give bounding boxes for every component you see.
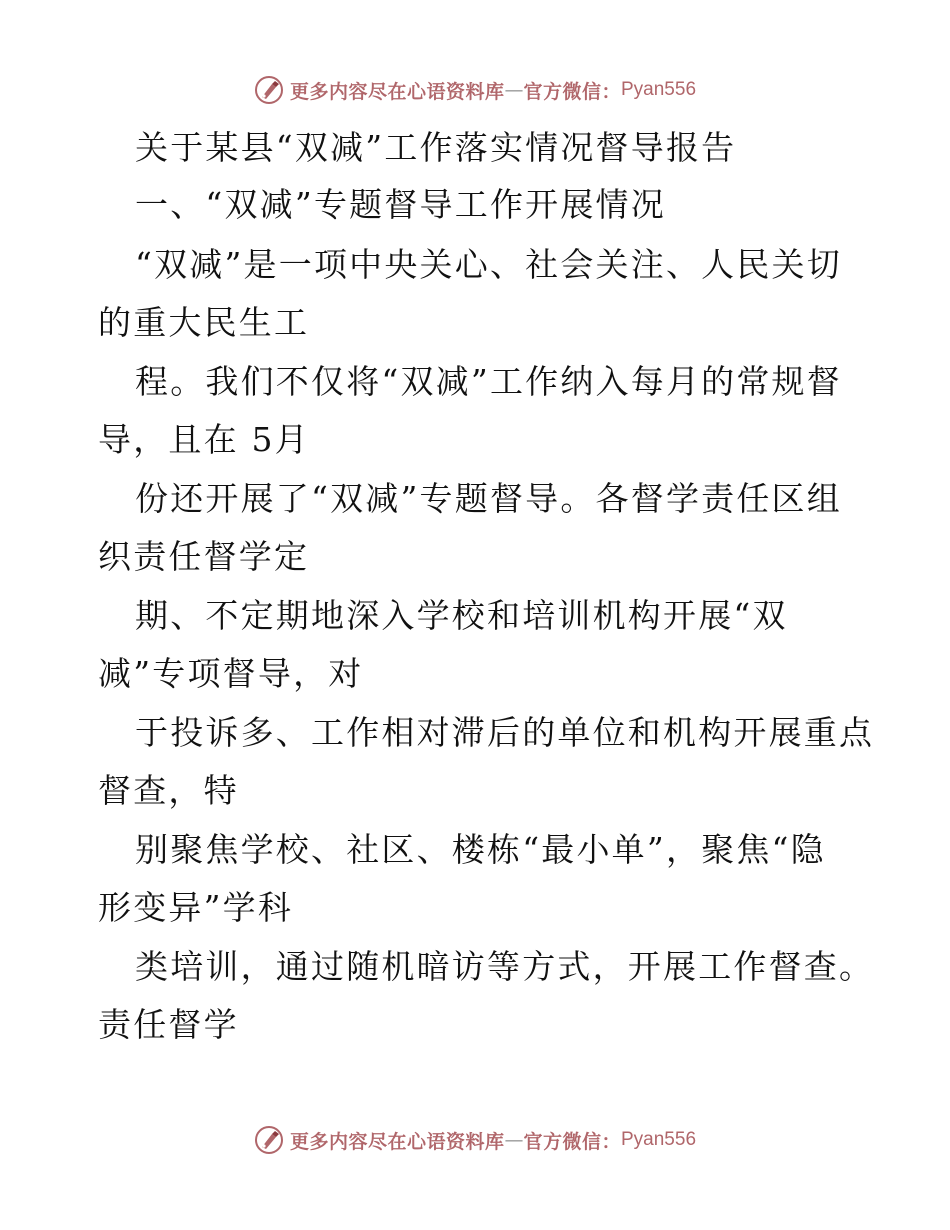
body-line: 的重大民生工 bbox=[98, 303, 310, 342]
watermark-dash: — bbox=[504, 1129, 524, 1151]
watermark-wechat-label: 官方微信： bbox=[523, 80, 621, 103]
body-line: 类培训，通过随机暗访等方式，开展工作督查。 bbox=[135, 947, 875, 986]
body-line: 期、不定期地深入学校和培训机构开展“双 bbox=[135, 596, 788, 635]
body-line: 督查，特 bbox=[98, 771, 239, 810]
footer-watermark bbox=[0, 1122, 950, 1158]
body-line: 织责任督学定 bbox=[98, 537, 310, 576]
body-line: 形变异”学科 bbox=[98, 888, 294, 927]
body-line: 于投诉多、工作相对滞后的单位和机构开展重点 bbox=[135, 713, 875, 752]
pen-nib-logo-icon bbox=[254, 1125, 284, 1155]
body-line: 别聚焦学校、社区、楼栋“最小单”，聚焦“隐 bbox=[135, 830, 826, 869]
watermark-dash: — bbox=[504, 79, 524, 101]
section-heading: 一、“双减”专题督导工作开展情况 bbox=[135, 185, 666, 224]
watermark-text: 更多内容尽在心语资料库 bbox=[289, 80, 505, 103]
body-line: 导，且在 5月 bbox=[98, 420, 310, 459]
document-title: 关于某县“双减”工作落实情况督导报告 bbox=[135, 128, 737, 167]
watermark-handle: Pyan556 bbox=[621, 1129, 697, 1150]
watermark-wechat-label: 官方微信： bbox=[523, 1130, 621, 1153]
body-line: “双减”是一项中央关心、社会关注、人民关切 bbox=[135, 245, 842, 284]
pen-nib-logo-icon bbox=[254, 75, 284, 105]
body-line: 份还开展了“双减”专题督导。各督学责任区组 bbox=[135, 479, 842, 518]
body-line: 程。我们不仅将“双减”工作纳入每月的常规督 bbox=[135, 362, 842, 401]
watermark-handle: Pyan556 bbox=[621, 79, 697, 100]
body-line: 责任督学 bbox=[98, 1005, 239, 1044]
watermark-text: 更多内容尽在心语资料库 bbox=[289, 1130, 505, 1153]
header-watermark bbox=[0, 72, 950, 108]
body-line: 减”专项督导，对 bbox=[98, 654, 364, 693]
